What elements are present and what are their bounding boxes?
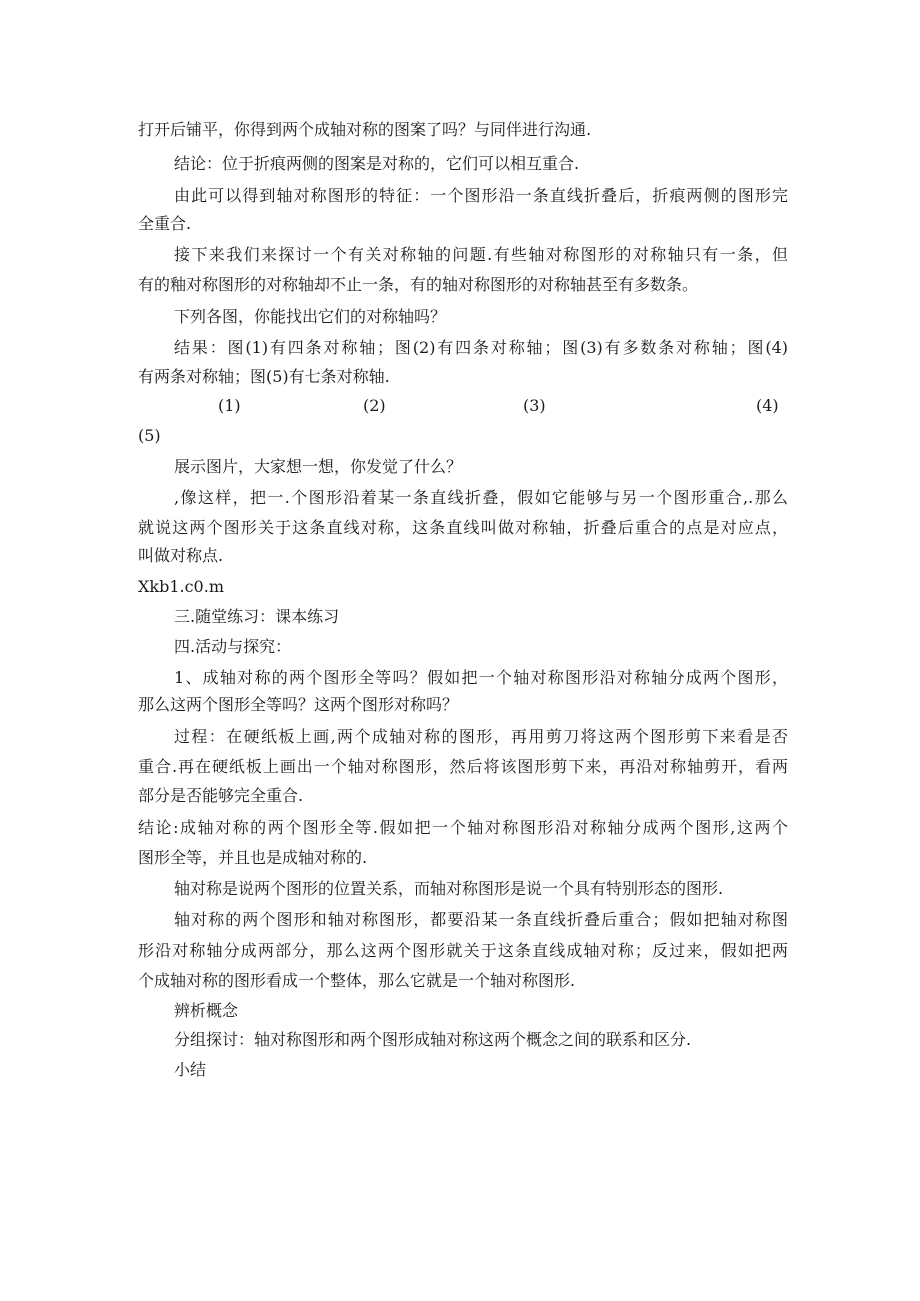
paragraph-line: Xkb1.c0.m [138,577,224,596]
paragraph-line: 就说这两个图形关于这条直线对称，这条直线叫做对称轴，折叠后重合的点是对应点， [138,518,788,537]
paragraph-line: 叫做对称点. [138,546,224,565]
paragraph-line: 那么这两个图形全等吗？这两个图形对称吗？ [138,695,459,714]
paragraph-line: 重合.再在硬纸板上画出一个轴对称图形，然后将该图形剪下来，再沿对称轴剪开，看两 [138,757,788,776]
paragraph-line: 结果：图(1)有四条对称轴；图(2)有四条对称轴；图(3)有多数条对称轴；图(4) [174,338,788,357]
paragraph-line: 个成轴对称的图形看成一个整体，那么它就是一个轴对称图形. [138,971,576,990]
section-heading: 辨析概念 [174,1001,239,1020]
paragraph-line: 打开后铺平，你得到两个成轴对称的图案了吗？与同伴进行沟通. [138,120,592,139]
paragraph-line: 结论:成轴对称的两个图形全等.假如把一个轴对称图形沿对称轴分成两个图形,这两个 [138,818,788,837]
paragraph-line: ,像这样，把一.个图形沿着某一条直线折叠，假如它能够与另一个图形重合,.那么 [174,488,788,507]
section-heading: 四.活动与探究： [174,637,292,656]
paragraph-line: 结论：位于折痕两侧的图案是对称的，它们可以相互重合. [174,154,580,173]
figure-label-2: (2) [363,396,386,415]
paragraph-line: 全重合. [138,214,192,233]
paragraph-line: 形沿对称轴分成两部分，那么这两个图形就关于这条直线成轴对称；反过来，假如把两 [138,941,788,960]
paragraph-line: 接下来我们来探讨一个有关对称轴的问题.有些轴对称图形的对称轴只有一条，但 [174,245,788,264]
paragraph-line: 过程：在硬纸板上画,两个成轴对称的图形，再用剪刀将这两个图形剪下来看是否 [174,727,788,746]
figure-label-3: (3) [523,396,546,415]
paragraph-line: 展示图片，大家想一想，你发觉了什么？ [174,457,463,476]
paragraph-line: 有两条对称轴；图(5)有七条对称轴. [138,367,390,386]
paragraph-line: 轴对称的两个图形和轴对称图形，都要沿某一条直线折叠后重合；假如把轴对称图 [174,910,788,929]
paragraph-line: 下列各图，你能找出它们的对称轴吗？ [174,307,447,326]
figure-label-row [138,391,788,420]
figure-label-1: (1) [218,396,241,415]
paragraph-line: 部分是否能够完全重合. [138,786,304,805]
paragraph-line: 由此可以得到轴对称图形的特征：一个图形沿一条直线折叠后，折痕两侧的图形完 [174,186,788,205]
paragraph-line: 图形全等，并且也是成轴对称的. [138,848,368,867]
figure-label-5: (5) [138,426,161,445]
paragraph-line: 轴对称是说两个图形的位置关系，而轴对称图形是说一个具有特别形态的图形. [174,879,724,898]
paragraph-line: 分组探讨：轴对称图形和两个图形成轴对称这两个概念之间的联系和区分. [174,1030,692,1049]
section-heading: 三.随堂练习：课本练习 [174,607,340,626]
figure-label-4: (4) [756,396,779,415]
section-heading: 小结 [174,1060,207,1079]
paragraph-line: 1、成轴对称的两个图形全等吗？假如把一个轴对称图形沿对称轴分成两个图形， [174,668,788,687]
paragraph-line: 有的釉对称图形的对称轴却不止一条，有的轴对称图形的对称轴甚至有多数条。 [138,275,699,294]
